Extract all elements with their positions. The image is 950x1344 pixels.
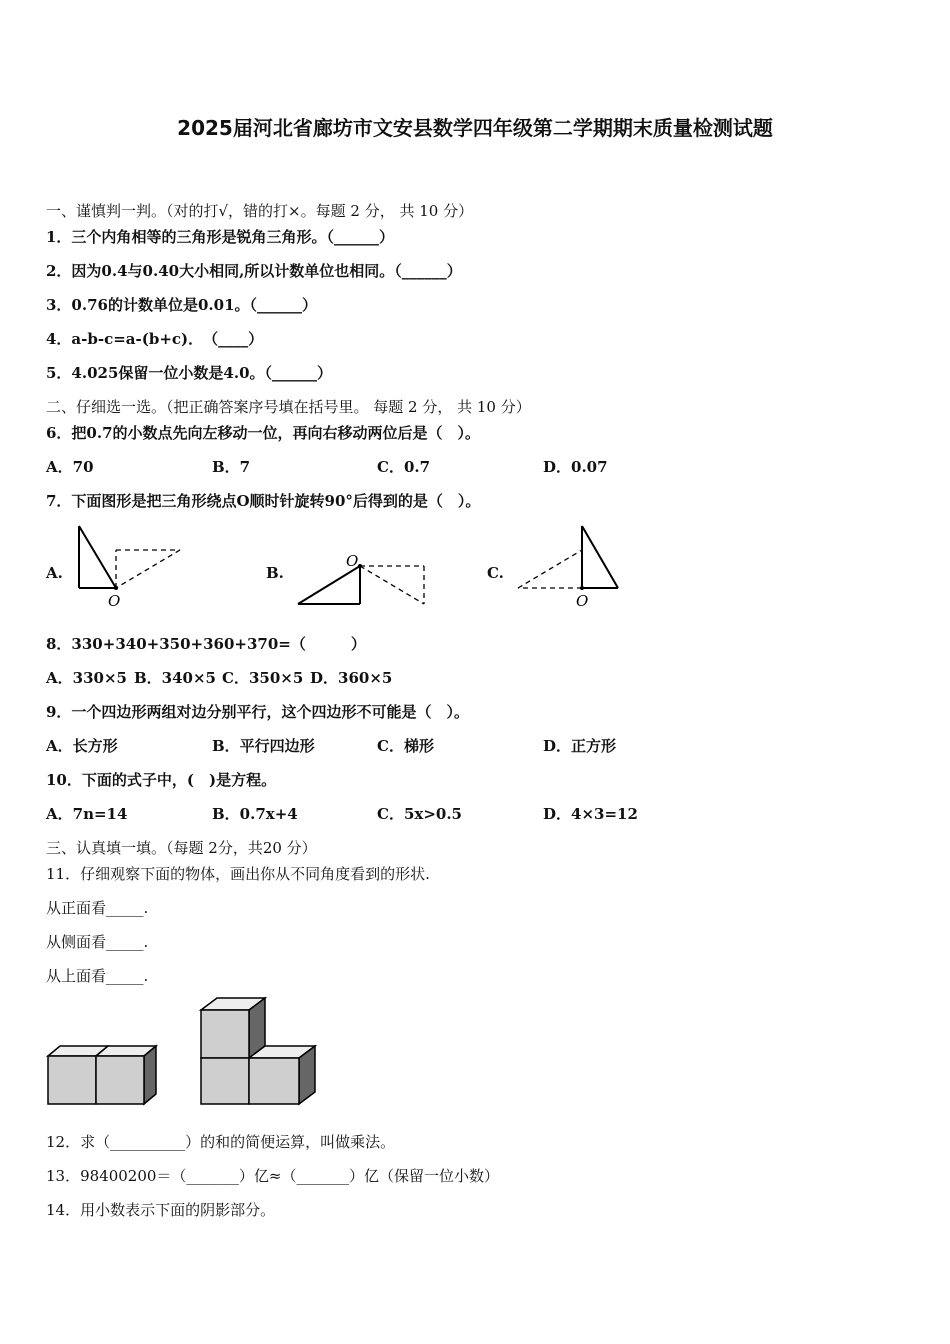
q6-option-d: D．0.07 — [543, 458, 608, 476]
q7-figure-a — [70, 520, 210, 610]
q9-option-d: D．正方形 — [543, 737, 617, 755]
q6-option-c: C．0.7 — [377, 458, 431, 476]
cube-front-face — [96, 1056, 144, 1104]
q11-cubes-right — [198, 996, 338, 1116]
question-11: 11．仔细观察下面的物体，画出你从不同角度看到的形状. — [46, 865, 430, 883]
question-6: 6．把0.7的小数点先向左移动一位，再向右移动两位后是（ ）。 — [46, 424, 481, 442]
q9-option-b: B．平行四边形 — [212, 737, 315, 755]
cube-front-face — [48, 1056, 96, 1104]
q7-option-b-label: B. — [266, 564, 284, 582]
point-o-label: O — [576, 592, 589, 610]
question-3: 3．0.76的计数单位是0.01。（______） — [46, 296, 318, 314]
rotation-point — [114, 586, 118, 590]
point-o-label: O — [346, 552, 359, 570]
question-4: 4．a-b-c=a-(b+c)． （____） — [46, 330, 264, 348]
question-12: 12．求（__________）的和的简便运算，叫做乘法。 — [46, 1133, 396, 1151]
q7-figure-c — [510, 520, 650, 610]
q11-top-view: 从上面看_____. — [46, 967, 149, 985]
q8-option-b: B．340×5 — [134, 669, 216, 687]
question-7: 7．下面图形是把三角形绕点O顺时针旋转90°后得到的是（ ）。 — [46, 492, 481, 510]
q7-figure-b — [290, 550, 450, 640]
q9-option-c: C．梯形 — [377, 737, 434, 755]
cube-side-face — [144, 1046, 156, 1104]
section-2-heading: 二、仔细选一选。（把正确答案序号填在括号里。 每题 2 分， 共 10 分） — [46, 398, 531, 416]
question-9: 9．一个四边形两组对边分别平行，这个四边形不可能是（ ）。 — [46, 703, 469, 721]
rotation-point — [358, 564, 362, 568]
question-10: 10．下面的式子中，( )是方程。 — [46, 771, 277, 789]
q11-cubes-left — [46, 1044, 176, 1114]
figure-b-dashed-edge — [360, 566, 424, 604]
q10-option-b: B．0.7x+4 — [212, 805, 298, 823]
q11-side-view: 从侧面看_____. — [46, 933, 149, 951]
rotation-point — [580, 586, 584, 590]
question-1: 1．三个内角相等的三角形是锐角三角形。（______） — [46, 228, 394, 246]
cube-front-face — [249, 1058, 299, 1104]
figure-a-solid-edge — [79, 526, 116, 588]
figure-b-solid-edge — [298, 566, 360, 604]
question-8: 8．330+340+350+360+370=（ ） — [46, 635, 366, 653]
figure-c-solid-edge — [582, 526, 618, 588]
question-14: 14．用小数表示下面的阴影部分。 — [46, 1201, 276, 1219]
q6-option-a: A．70 — [46, 458, 94, 476]
q6-option-b: B．7 — [212, 458, 251, 476]
section-1-heading: 一、谨慎判一判。（对的打√，错的打×。每题 2 分， 共 10 分） — [46, 202, 474, 220]
point-o-label: O — [108, 592, 121, 610]
q10-option-d: D．4×3=12 — [543, 805, 638, 823]
exam-title: 2025届河北省廊坊市文安县数学四年级第二学期期末质量检测试题 — [177, 116, 773, 140]
q10-option-c: C．5x>0.5 — [377, 805, 462, 823]
question-13: 13．98400200＝（_______）亿≈（_______）亿（保留一位小数） — [46, 1167, 500, 1185]
cube-front-face — [201, 1058, 249, 1104]
section-3-heading: 三、认真填一填。（每题 2分，共20 分） — [46, 839, 317, 857]
q8-option-c: C．350×5 — [222, 669, 304, 687]
q11-front-view: 从正面看_____. — [46, 899, 149, 917]
cube-front-face — [201, 1010, 249, 1058]
question-2: 2．因为0.4与0.40大小相同,所以计数单位也相同。（______） — [46, 262, 462, 280]
figure-a-dashed-edge — [116, 550, 180, 588]
figure-c-dashed-edge — [518, 550, 582, 588]
q8-option-a: A．330×5 — [46, 669, 127, 687]
q8-option-d: D．360×5 — [310, 669, 393, 687]
question-5: 5．4.025保留一位小数是4.0。（______） — [46, 364, 333, 382]
q9-option-a: A．长方形 — [46, 737, 118, 755]
q10-option-a: A．7n=14 — [46, 805, 128, 823]
q7-option-a-label: A. — [46, 564, 63, 582]
q7-option-c-label: C. — [487, 564, 504, 582]
